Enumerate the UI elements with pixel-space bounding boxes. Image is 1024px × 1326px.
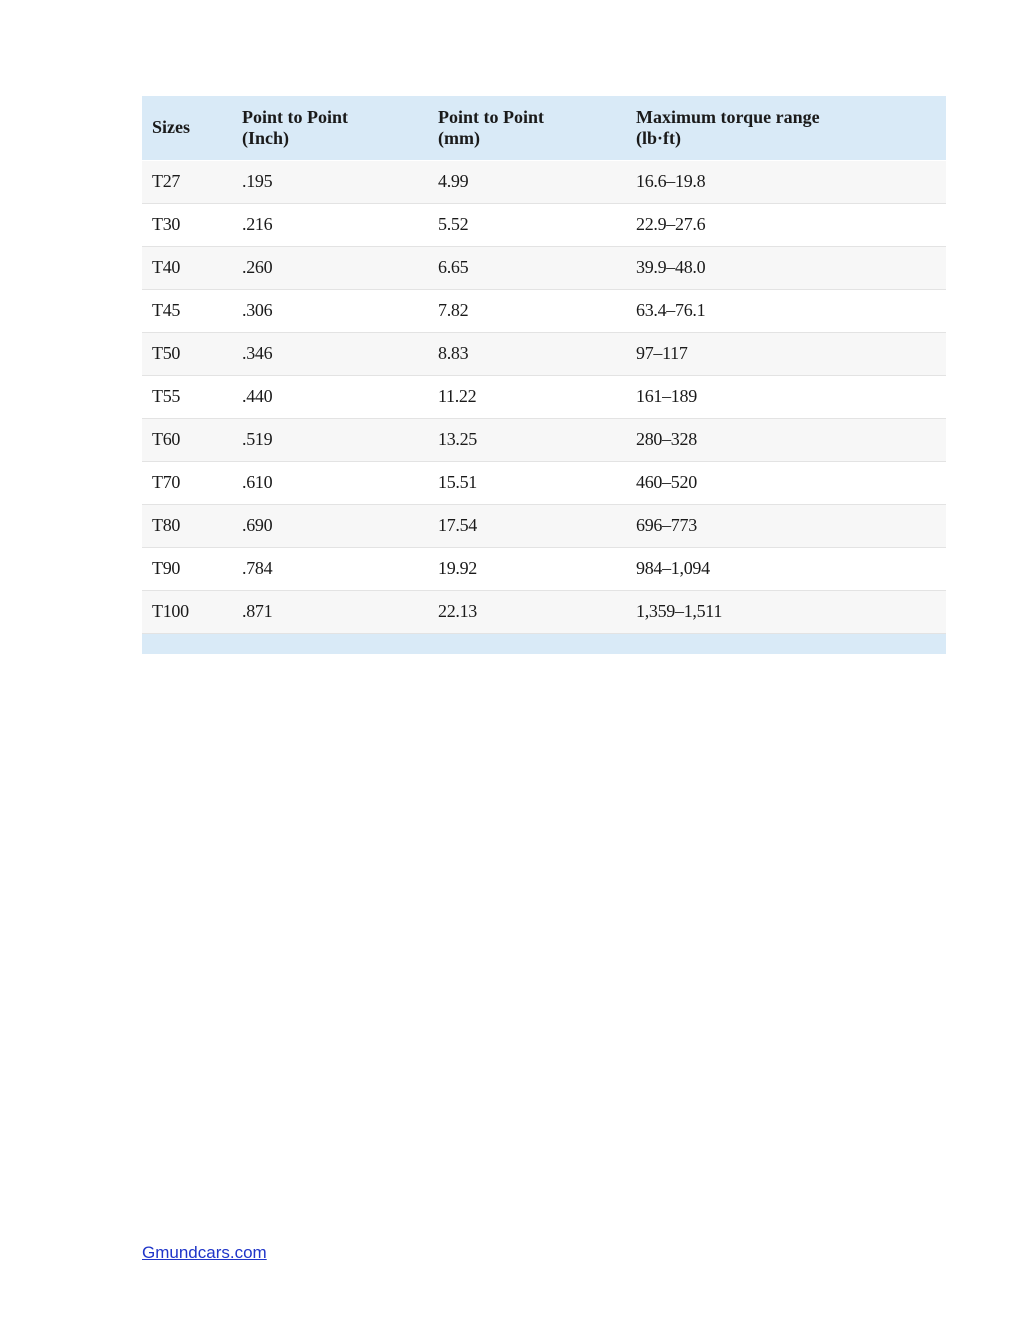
cell-inch: .306	[242, 300, 273, 320]
cell-torque: 161–189	[636, 386, 697, 406]
cell-size: T45	[152, 300, 181, 320]
table-row	[142, 418, 946, 461]
cell-torque: 280–328	[636, 429, 697, 449]
cell-inch: .195	[242, 171, 273, 191]
header-torque-line-1: Maximum torque range	[636, 106, 820, 127]
table-row	[142, 461, 946, 504]
header-point-to-point-inch	[232, 96, 428, 160]
torx-size-table-container	[142, 96, 946, 654]
cell-torque: 1,359–1,511	[636, 601, 723, 621]
cell-size: T27	[152, 171, 181, 191]
table-row	[142, 246, 946, 289]
table-row	[142, 547, 946, 590]
cell-mm: 11.22	[438, 386, 477, 406]
header-inch-line-2: (Inch)	[242, 127, 290, 148]
header-inch-line-1: Point to Point	[242, 106, 348, 127]
cell-size: T40	[152, 257, 181, 277]
cell-inch: .690	[242, 515, 273, 535]
header-point-to-point-mm	[428, 96, 626, 160]
cell-torque: 16.6–19.8	[636, 171, 706, 191]
cell-inch: .871	[242, 601, 273, 621]
cell-inch: .784	[242, 558, 273, 578]
cell-inch: .260	[242, 257, 273, 277]
cell-mm: 8.83	[438, 343, 469, 363]
cell-mm: 22.13	[438, 601, 478, 621]
header-sizes-line-1: Sizes	[152, 117, 190, 138]
cell-mm: 19.92	[438, 558, 478, 578]
header-max-torque-range	[626, 96, 946, 160]
footer-site-link[interactable]: Gmundcars.com	[142, 1243, 267, 1262]
cell-torque: 460–520	[636, 472, 697, 492]
cell-mm: 15.51	[438, 472, 478, 492]
cell-inch: .519	[242, 429, 273, 449]
cell-torque: 97–117	[636, 343, 688, 363]
cell-inch: .216	[242, 214, 273, 234]
table-row	[142, 375, 946, 418]
table-row	[142, 590, 946, 633]
table-row	[142, 289, 946, 332]
cell-inch: .440	[242, 386, 273, 406]
header-mm-line-1: Point to Point	[438, 106, 544, 127]
cell-torque: 696–773	[636, 515, 697, 535]
cell-torque: 63.4–76.1	[636, 300, 706, 320]
header-torque-line-2: (lb·ft)	[636, 127, 681, 148]
cell-inch: .346	[242, 343, 273, 363]
cell-size: T50	[152, 343, 181, 363]
table-footer-band	[142, 634, 946, 654]
table-row	[142, 504, 946, 547]
table-header	[142, 96, 946, 160]
cell-size: T80	[152, 515, 181, 535]
table-row	[142, 160, 946, 203]
header-mm-line-2: (mm)	[438, 127, 480, 148]
table-row	[142, 203, 946, 246]
cell-mm: 7.82	[438, 300, 469, 320]
cell-torque: 22.9–27.6	[636, 214, 706, 234]
cell-mm: 4.99	[438, 171, 469, 191]
cell-size: T55	[152, 386, 181, 406]
cell-size: T60	[152, 429, 181, 449]
cell-size: T90	[152, 558, 181, 578]
torx-size-table	[142, 96, 946, 634]
cell-mm: 17.54	[438, 515, 478, 535]
cell-torque: 39.9–48.0	[636, 257, 706, 277]
table-header-row	[142, 96, 946, 160]
cell-mm: 13.25	[438, 429, 478, 449]
cell-size: T30	[152, 214, 181, 234]
cell-torque: 984–1,094	[636, 558, 710, 578]
cell-mm: 6.65	[438, 257, 469, 277]
header-sizes	[142, 96, 232, 160]
cell-mm: 5.52	[438, 214, 469, 234]
table-row	[142, 332, 946, 375]
cell-size: T100	[152, 601, 189, 621]
table-body	[142, 160, 946, 633]
cell-inch: .610	[242, 472, 273, 492]
cell-size: T70	[152, 472, 181, 492]
